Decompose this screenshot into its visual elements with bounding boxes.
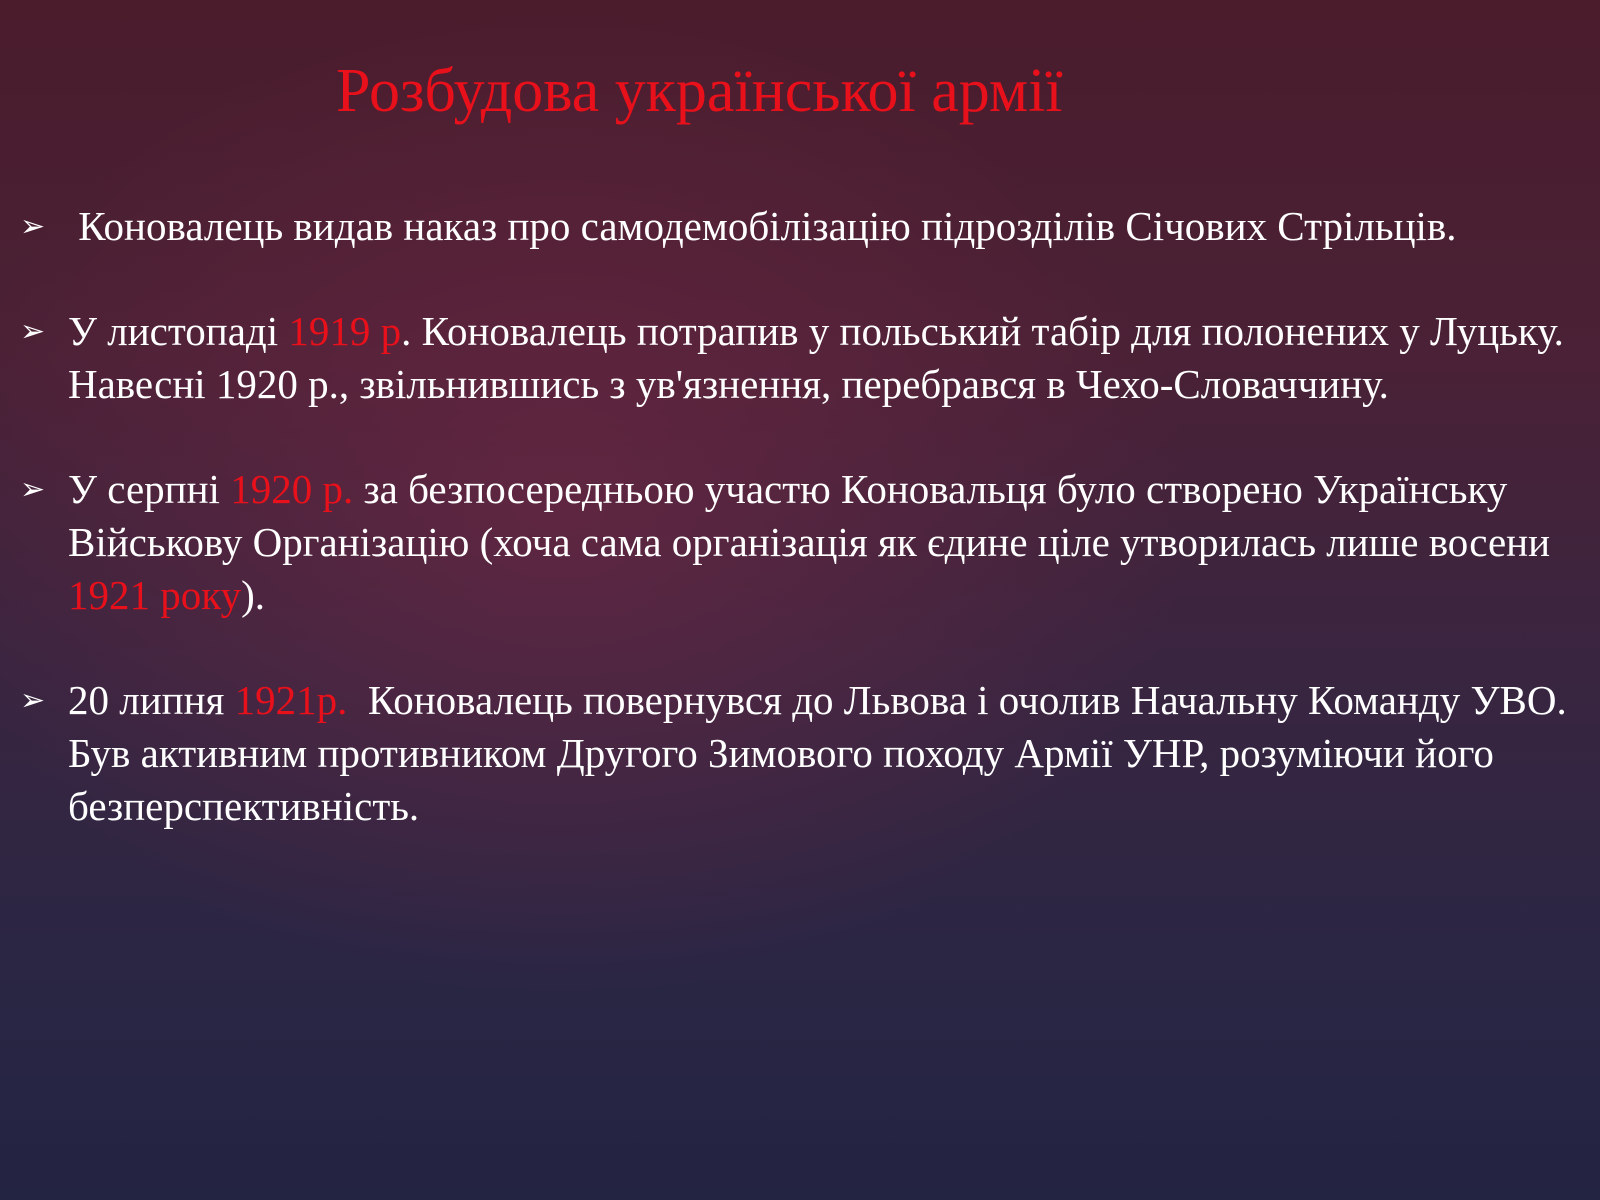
bullet-text-segment: 20 липня (68, 677, 235, 723)
highlighted-date: 1921р. (234, 677, 348, 723)
arrowhead-bullet-icon: ➢ (20, 209, 46, 244)
bullet-text-segment: ). (241, 572, 265, 618)
highlighted-date: 1921 року (68, 572, 242, 618)
arrowhead-bullet-icon: ➢ (20, 683, 46, 718)
bullet-text (68, 463, 1580, 622)
bullet-text-segment: У листопаді (68, 308, 289, 354)
bullet-list (20, 200, 1580, 885)
bullet-text-segment: . Коновалець потрапив у польський табір для полонених у Луцьку. Навесні 1920 р., звільнившись з ув'язнення, перебрався в Чехо-Словаччину. (68, 308, 1575, 407)
highlighted-date: 1919 р (288, 308, 402, 354)
bullet-text-segment: Коновалець повернувся до Львова і очолив Начальну Команду УВО. Був активним противником Другого Зимового походу Армії УНР, розуміючи його безперспективність. (68, 677, 1577, 829)
highlighted-date: 1920 р. (230, 466, 354, 512)
bullet-text (68, 674, 1580, 833)
bullet-text-segment: за безпосередньою участю Коновальця було створено Українську Військову Організацію (хоча сама організація як єдине ціле утворилась лише восени (68, 466, 1561, 565)
bullet-item (20, 463, 1580, 622)
slide-title: Розбудова української армії (336, 57, 1063, 125)
bullet-text-segment: Коновалець видав наказ про самодемобілізацію підрозділів Січових Стрільців. (68, 203, 1457, 249)
bullet-item (20, 200, 1580, 253)
arrowhead-bullet-icon: ➢ (20, 472, 46, 507)
bullet-text (68, 200, 1580, 253)
bullet-item (20, 674, 1580, 833)
bullet-item (20, 305, 1580, 411)
bullet-text (68, 305, 1580, 411)
arrowhead-bullet-icon: ➢ (20, 314, 46, 349)
bullet-text-segment: У серпні (68, 466, 231, 512)
